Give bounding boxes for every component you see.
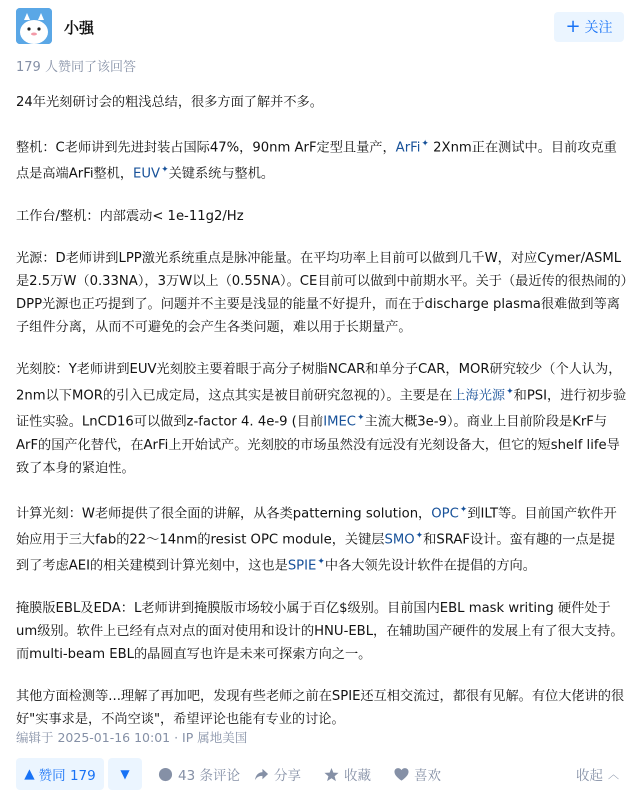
text: 和SRAF设计。蛮有趣的一点是提到了考虑AEI的相关建模到计算光刻中，这也是 bbox=[16, 532, 616, 574]
text: 中各大领先设计软件在提倡的方向。 bbox=[324, 558, 536, 574]
keyword-link-opc[interactable]: OPC bbox=[431, 505, 459, 521]
upvote-button[interactable] bbox=[16, 758, 104, 790]
sparkle-icon: ✦ bbox=[161, 165, 169, 176]
share-label: 分享 bbox=[274, 768, 301, 784]
text: 2Xnm正在测试中。目前攻克重点是高端ArFi整机， bbox=[16, 140, 617, 182]
like-label: 喜欢 bbox=[414, 768, 441, 784]
sparkle-icon: ✦ bbox=[421, 139, 429, 149]
text: 和PSI，进行初步验证性实验。LnCD16可以做到z-factor 4. 4e-9 (目前 bbox=[16, 388, 627, 430]
keyword-link-arfi[interactable]: ArFi bbox=[395, 140, 421, 156]
triangle-up-icon: ▲ bbox=[24, 766, 35, 782]
collapse-button[interactable] bbox=[576, 758, 619, 790]
sparkle-icon: ✦ bbox=[459, 504, 468, 515]
author-header bbox=[16, 8, 624, 48]
edited-time[interactable]: 编辑于 2025-01-16 10:01 · IP 属地美国 bbox=[16, 730, 248, 745]
paragraph: 工作台/整机：内部震动< 1e-11g2/Hz bbox=[16, 208, 244, 224]
collapse-label: 收起 bbox=[576, 768, 603, 784]
sparkle-icon: ✦ bbox=[506, 386, 514, 397]
comment-icon bbox=[158, 767, 173, 782]
paragraph: 掩膜版EBL及EDA：L老师讲到掩膜版市场较小属于百亿$级别。目前国内EBL mask writing 硬件处于um级别。软件上已经有点对点的面对使用和设计的HNU-EBL，在辅助国产硬件的发展上有了很大支持。而multi-beam EBL的晶圆直写也许是未来可探索方向之一。 bbox=[16, 600, 624, 662]
keyword-link-euv[interactable]: EUV bbox=[133, 166, 161, 182]
comments-label: 43 条评论 bbox=[178, 768, 240, 784]
author-name[interactable]: 小强 bbox=[64, 19, 95, 37]
favorite-button[interactable] bbox=[324, 758, 371, 790]
follow-button[interactable] bbox=[554, 12, 624, 42]
paragraph bbox=[16, 499, 628, 578]
paragraph: 光源：D老师讲到LPP激光系统重点是脉冲能量。在平均功率上目前可以做到几千W，对应Cymer/ASML是2.5万W（0.33NA），3万W以上（0.55NA）。CE目前可以做到中前期水平。关于（最近传的很热闹的）DPP光源也正巧提到了。问题并不主要是浅显的能量不好提升，而在于discharge plasma很难做到等离子组件分离，从而不可避免的会产生各类问题，难以用于长期量产。 bbox=[16, 250, 628, 335]
comments-button[interactable] bbox=[158, 758, 240, 790]
heart-icon bbox=[394, 767, 409, 782]
follow-label: 关注 bbox=[584, 20, 613, 36]
sparkle-icon: ✦ bbox=[317, 557, 325, 568]
favorite-label: 收藏 bbox=[344, 768, 371, 784]
upvote-summary: 179 人赞同了该回答 bbox=[16, 60, 136, 75]
upvote-label: 赞同 179 bbox=[38, 768, 96, 784]
text: 关键系统与整机。 bbox=[168, 166, 275, 182]
avatar[interactable] bbox=[16, 8, 52, 44]
answer-content bbox=[16, 91, 628, 750]
keyword-link-shanghai-light-source[interactable]: 上海光源 bbox=[452, 388, 506, 404]
keyword-link-spie[interactable]: SPIE bbox=[287, 558, 317, 574]
downvote-button[interactable] bbox=[108, 758, 142, 790]
chevron-up-icon: ︿ bbox=[608, 768, 619, 781]
paragraph bbox=[16, 358, 628, 480]
text: 主流大概3e-9）。商业上目前阶段是KrF与ArF的国产化替代，在ArFi上开始试产。光刻胶的市场虽然没有远没有光刻设备大，但它的短shelf life导致了本身的紧迫性。 bbox=[16, 414, 620, 476]
star-icon bbox=[324, 767, 339, 782]
share-icon bbox=[254, 767, 269, 782]
text: 到ILT等。目前国产软件开始应用于三大fab的22～14nm的resist OPC module，关键层 bbox=[16, 505, 617, 548]
action-bar bbox=[16, 758, 624, 790]
text: 光刻胶：Y老师讲到EUV光刻胶主要着眼于高分子树脂NCAR和单分子CAR，MOR研究较少（个人认为，2nm以下MOR的引入已成定局，这点其实是被目前研究忽视的）。主要是在 bbox=[16, 361, 622, 404]
paragraph: 其他方面检测等...理解了再加吧，发现有些老师之前在SPIE还互相交流过，都很有见解。有位大佬讲的很好"实事求是，不尚空谈"，希望评论也能有专业的讨论。 bbox=[16, 688, 625, 727]
paragraph bbox=[16, 133, 628, 186]
like-button[interactable] bbox=[394, 758, 441, 790]
keyword-link-smo[interactable]: SMO bbox=[384, 532, 415, 548]
triangle-down-icon: ▼ bbox=[120, 767, 130, 781]
sparkle-icon: ✦ bbox=[357, 413, 365, 424]
keyword-link-imec[interactable]: IMEC bbox=[323, 414, 356, 430]
text: 计算光刻：W老师提供了很全面的讲解，从各类patterning solution， bbox=[16, 505, 432, 521]
share-button[interactable] bbox=[254, 758, 301, 790]
sparkle-icon: ✦ bbox=[415, 530, 424, 541]
paragraph: 24年光刻研讨会的粗浅总结，很多方面了解并不多。 bbox=[16, 95, 323, 110]
plus-icon: + bbox=[565, 16, 581, 37]
text: 整机：C老师讲到先进封装占国际47%，90nm ArF定型且量产， bbox=[16, 140, 396, 156]
